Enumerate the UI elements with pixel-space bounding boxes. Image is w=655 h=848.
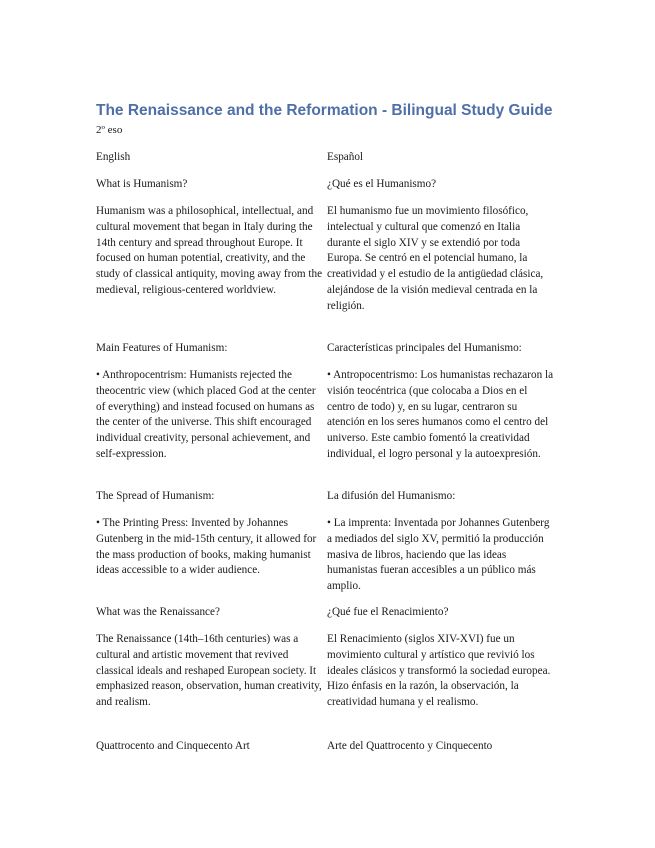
heading-en: What was the Renaissance? xyxy=(96,606,220,618)
column-header-spanish: Español xyxy=(327,151,364,163)
paragraph-en: Humanism was a philosophical, intellectual, and cultural movement that began in Italy during the 14th century and spread throughout Europe. It focused on human potential, creativity, and the study of classical antiquity, moving away from the medieval, religious-centered worldview. xyxy=(96,205,323,296)
paragraph-es: El Renacimiento (siglos XIV-XVI) fue un movimiento cultural y artístico que revivió los ideales clásicos y transformó la sociedad europea. Hizo énfasis en la razón, la observación, la creatividad humana y el realismo. xyxy=(327,633,551,709)
column-header-english: English xyxy=(96,151,131,163)
paragraph-en: The Renaissance (14th–16th centuries) was a cultural and artistic movement that revived classical ideals and reshaped European society. It emphasized reason, observation, human creativity, and realism. xyxy=(96,633,322,709)
paragraph-es: • La imprenta: Inventada por Johannes Gutenberg a mediados del siglo XV, permitió la producción masiva de libros, haciendo que las ideas humanistas fueran accesibles a un público más amplio. xyxy=(327,517,550,593)
heading-en: What is Humanism? xyxy=(96,178,188,190)
paragraph-es: El humanismo fue un movimiento filosófico, intelectual y cultural que comenzó en Italia durante el siglo XIV y se extendió por toda Europa. Se centró en el potencial humano, la creatividad y el estudio de la antigüedad clásica, alejándose de la visión medieval centrada en la religión. xyxy=(327,205,544,312)
heading-es: La difusión del Humanismo: xyxy=(327,490,456,502)
heading-es: ¿Qué es el Humanismo? xyxy=(327,178,437,190)
document-subtitle: 2º eso xyxy=(96,124,123,136)
document-title: The Renaissance and the Reformation - Bilingual Study Guide xyxy=(96,102,553,119)
heading-en: Main Features of Humanism: xyxy=(96,342,228,354)
paragraph-en: • Anthropocentrism: Humanists rejected the theocentric view (which placed God at the center of everything) and instead focused on humans as the center of the universe. This shift encouraged individual creativity, personal achievement, and self-expression. xyxy=(96,369,316,460)
heading-es: ¿Qué fue el Renacimiento? xyxy=(327,606,449,618)
heading-en: Quattrocento and Cinquecento Art xyxy=(96,740,250,752)
paragraph-es: • Antropocentrismo: Los humanistas rechazaron la visión teocéntrica (que colocaba a Dios en el centro de todo) y, en su lugar, centraron su atención en los seres humanos como el centro del universo. Este cambio fomentó la creatividad individual, el logro personal y la autoexpresión. xyxy=(327,369,554,460)
heading-es: Características principales del Humanismo: xyxy=(327,342,522,354)
heading-es: Arte del Quattrocento y Cinquecento xyxy=(327,740,493,752)
heading-en: The Spread of Humanism: xyxy=(96,490,215,502)
paragraph-en: • The Printing Press: Invented by Johannes Gutenberg in the mid-15th century, it allowed for the mass production of books, making humanist ideas accessible to a wider audience. xyxy=(96,517,317,577)
